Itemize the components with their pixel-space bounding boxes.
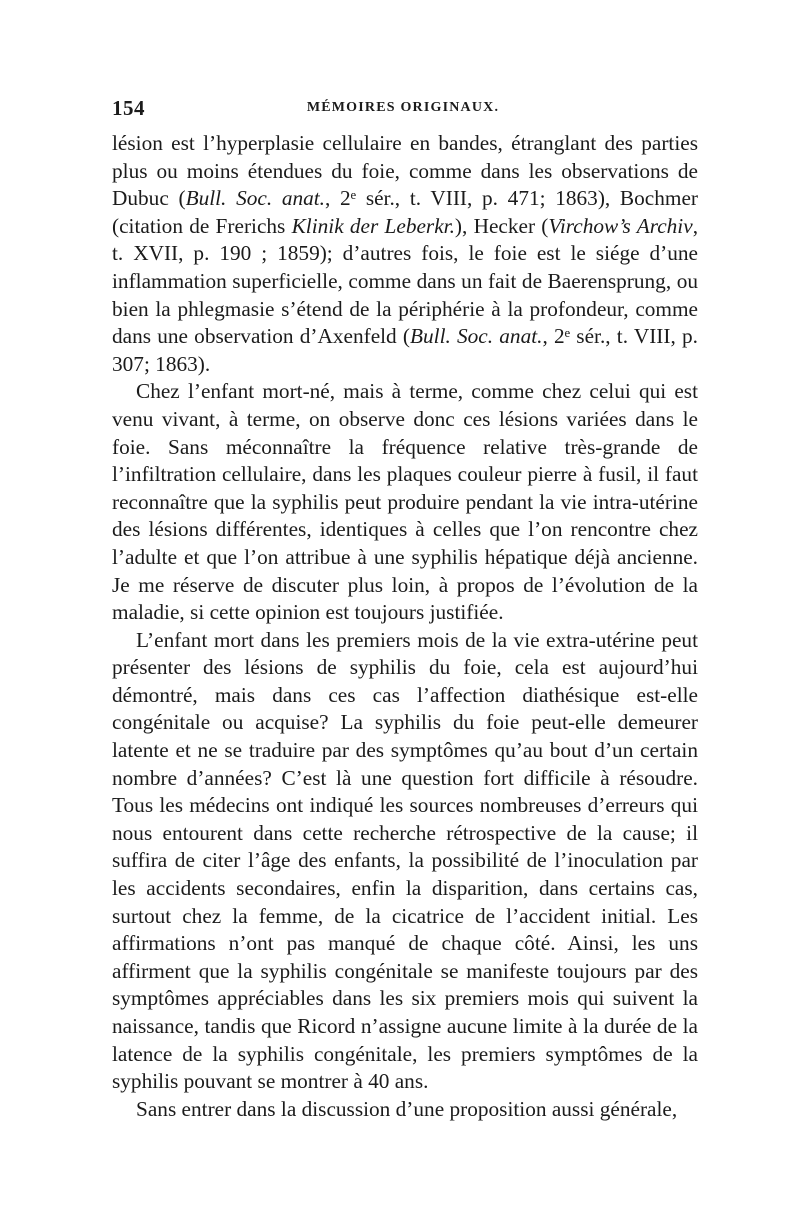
- page-number: 154: [112, 96, 145, 120]
- text-run: L’enfant mort dans les premiers mois de la vie extra-utérine peut présenter des lésions de syphilis du foie, cela est aujourd’hui démontré, mais dans ces cas l’affection diathésique est-elle congénitale ou acquise? La syphilis du foie peut-elle demeurer latente et ne se traduire par des symptômes qu’au bout d’un certain nombre d’années? C’est là une question fort difficile à résoudre. Tous les médecins ont indiqué les sources nombreuses d’erreurs qui nous entourent dans cette recherche rétrospective de la cause; il suffira de citer l’âge des enfants, la possibilité de l’inoculation par les accidents secondaires, enfin la disparition, dans certains cas, surtout chez la femme, de la cicatrice de l’accident initial. Les affirmations n’ont pas manqué de chaque côté. Ainsi, les uns affirment que la syphilis congénitale se manifeste toujours par des symptômes appréciables dans les six premiers mois qui suivent la naissance, tandis que Ricord n’assigne aucune limite à la durée de la latence de la syphilis congénitale, les premiers symptômes de la syphilis pouvant se montrer à 40 ans.: [112, 627, 698, 1094]
- text-run: , 2ᵉ sér., t. VIII, p. 471; 1863), Bochmer (citation de Frerichs: [112, 186, 698, 238]
- text-run: , t. XVII, p. 190 ; 1859); d’autres fois, le foie est le siége d’une inflammation superficielle, comme dans un fait de Baerensprung, ou bien la phlegmasie s’étend de la périphérie à la profondeur, comme dans une observation d’Axenfeld (: [112, 213, 699, 349]
- italic-citation: Bull. Soc. anat.: [410, 324, 543, 349]
- text-run: Chez l’enfant mort-né, mais à terme, comme chez celui qui est venu vivant, à terme, on observe donc ces lésions variées dans le foie. Sans méconnaître la fréquence relative très-grande de l’infiltration cellulaire, dans les plaques couleur pierre à fusil, il faut reconnaître que la syphilis peut produire pendant la vie intra-utérine des lésions différentes, identiques à celles que l’on rencontre chez l’adulte et que l’on attribue à une syphilis hépatique déjà ancienne. Je me réserve de discuter plus loin, à propos de l’évolution de la maladie, si cette opinion est toujours justifiée.: [112, 379, 698, 625]
- paragraph: [112, 627, 698, 1096]
- paragraph: [112, 130, 698, 378]
- text-run: , 2ᵉ sér., t. VIII, p. 307; 1863).: [112, 324, 698, 376]
- text-run: lésion est l’hyperplasie cellulaire en bandes, étranglant des parties plus ou moins étendues du foie, comme dans les observations de Dubuc (: [112, 131, 698, 211]
- body-text: [112, 130, 698, 1123]
- paragraph: [112, 1096, 698, 1124]
- text-run: Sans entrer dans la discussion d’une proposition aussi générale,: [136, 1096, 678, 1121]
- running-title: MÉMOIRES ORIGINAUX.: [306, 100, 500, 115]
- italic-citation: Bull. Soc. anat.: [185, 186, 326, 211]
- italic-citation: Virchow’s Archiv: [548, 213, 693, 238]
- text-run: ), Hecker (: [454, 213, 549, 238]
- page-header: [108, 96, 698, 126]
- paragraph: [112, 378, 698, 626]
- italic-citation: Klinik der Leberkr.: [291, 213, 455, 238]
